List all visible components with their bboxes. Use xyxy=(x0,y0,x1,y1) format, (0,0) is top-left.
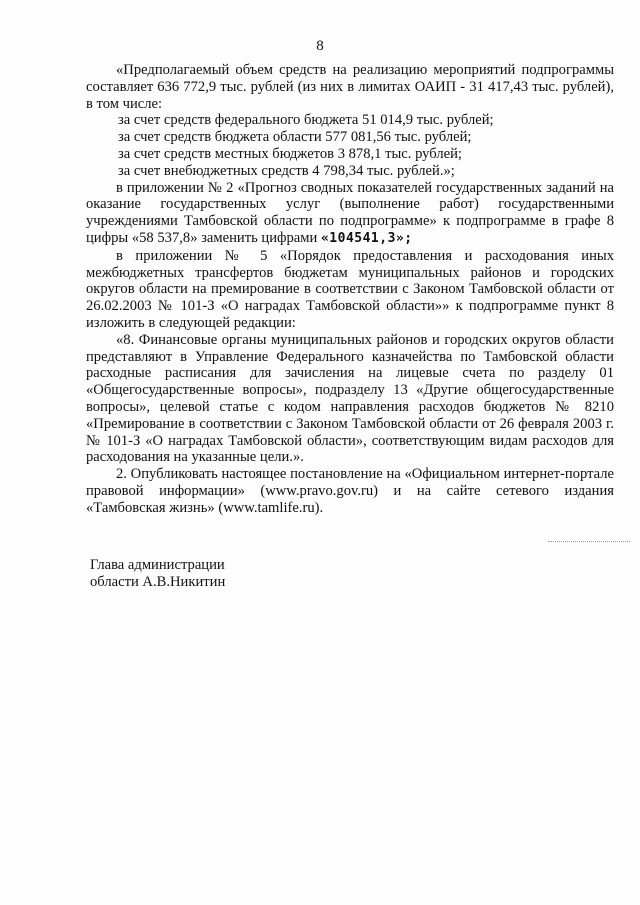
paragraph-item-8: «8. Финансовые органы муниципальных районов и городских округов области представляют в Управление Федерального казначейства по Тамбовской области расходные расписания для зачисления на лицевые счета по разделу 01 «Общегосударственные вопросы», подразделу 13 «Другие общегосударственные вопросы», целевой статье с кодом направления расходов бюджетов № 8210 «Премирование в соответствии с Законом Тамбовской области от 26 февраля 2003 г. № 101-З «О наградах Тамбовской области», соответствующим видам расходов для расходования на указанные цели.». xyxy=(86,331,614,466)
signature-block xyxy=(90,557,225,591)
paragraph-publication: 2. Опубликовать настоящее постановление на «Официальном интернет-портале правовой информации» (www.pravo.gov.ru) и на сайте сетевого издания «Тамбовская жизнь» (www.tamlife.ru). xyxy=(86,466,614,516)
paragraph-appendix-2 xyxy=(86,180,614,248)
signature-title: Глава администрации xyxy=(90,557,225,573)
paragraph-appendix-5: в приложении № 5 «Порядок предоставления и расходования иных межбюджетных трансфертов бюджетам муниципальных районов и городских округов области на премирование в соответствии с Законом Тамбовской области от 26.02.2003 № 101-З «О наградах Тамбовской области»» к подпрограмме пункт 8 изложить в следующей редакции: xyxy=(86,247,614,331)
paragraph-regional-budget: за счет средств бюджета области 577 081,56 тыс. рублей; xyxy=(118,129,472,146)
page-number: 8 xyxy=(316,38,324,54)
paragraph-funding-volume: «Предполагаемый объем средств на реализацию мероприятий подпрограммы составляет 636 772,9 тыс. рублей (из них в лимитах ОАИП - 31 417,43 тыс. рублей), в том числе: xyxy=(86,62,614,112)
scan-artifact-divider xyxy=(548,541,630,542)
handwritten-figure: «104541,3»; xyxy=(320,230,413,246)
paragraph-federal-budget: за счет средств федерального бюджета 51 014,9 тыс. рублей; xyxy=(118,112,494,129)
document-body xyxy=(86,62,614,517)
appendix-2-text: в приложении № 2 «Прогноз сводных показателей государственных заданий на оказание государственных услуг (выполнение работ) государственными учреждениями Тамбовской области по подпрограмме» к подпрограмме в графе 8 цифры «58 537,8» заменить цифрами xyxy=(86,179,614,246)
signature-name: области А.В.Никитин xyxy=(90,573,226,590)
paragraph-extrabudgetary: за счет внебюджетных средств 4 798,34 тыс. рублей.»; xyxy=(118,162,455,179)
paragraph-local-budgets: за счет средств местных бюджетов 3 878,1 тыс. рублей; xyxy=(118,145,462,162)
